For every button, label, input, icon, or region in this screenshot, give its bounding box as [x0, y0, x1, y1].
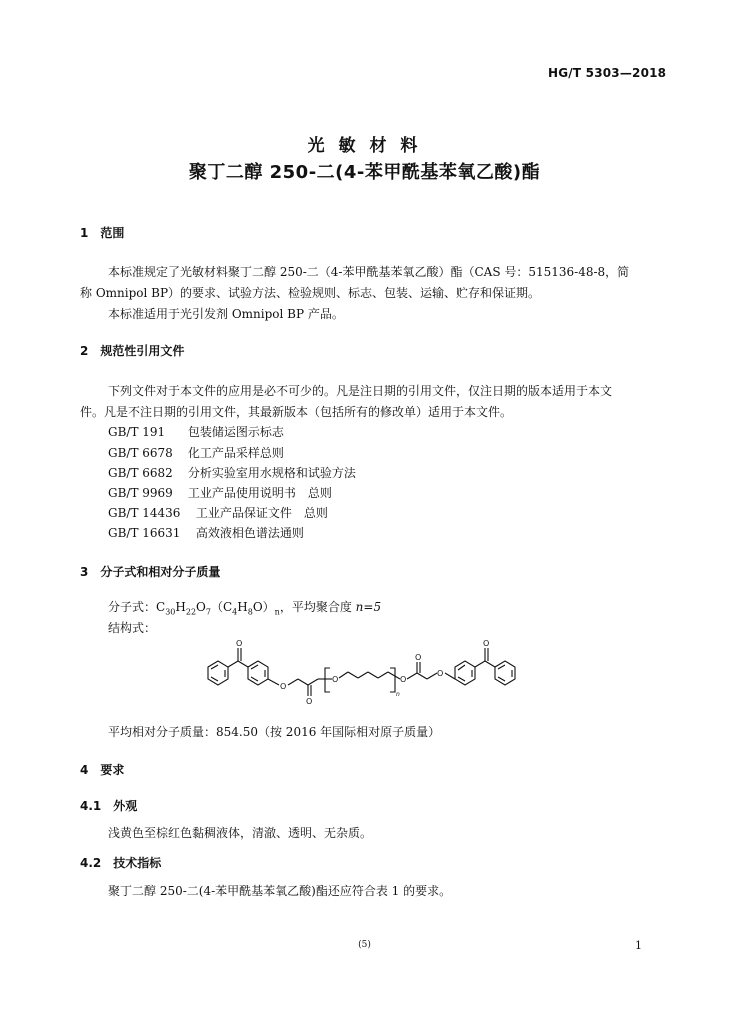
section-3-heading: 3 分子式和相对分子质量: [80, 565, 221, 579]
page-number: 1: [635, 939, 642, 952]
atom-oxygen: O: [415, 653, 422, 662]
atom-oxygen: O: [437, 669, 444, 678]
atom-oxygen: O: [332, 675, 339, 684]
atom-oxygen: O: [280, 682, 287, 691]
reference-code: GB/T 9969: [108, 486, 173, 500]
section-2-para-1a: 下列文件对于本文件的应用是必不可少的。凡是注日期的引用文件，仅注日期的版本适用于本文: [108, 384, 613, 398]
section-2-heading: 2 规范性引用文件: [80, 344, 185, 358]
section-4-1-heading: 4.1 外观: [80, 799, 138, 813]
atom-oxygen: O: [483, 639, 490, 648]
reference-item: [108, 423, 284, 440]
technical-indicators-text: 聚丁二醇 250-二(4-苯甲酰基苯氧乙酸)酯还应符合表 1 的要求。: [108, 884, 452, 898]
section-1-heading: 1 范围: [80, 226, 125, 240]
reference-item: [108, 484, 332, 501]
section-1-para-1b: 称 Omnipol BP）的要求、试验方法、检验规则、标志、包装、运输、贮存和保证期。: [80, 286, 541, 300]
formula-label: 分子式：: [108, 600, 157, 614]
standard-code: HG/T 5303—2018: [548, 66, 667, 80]
reference-code: GB/T 6678: [108, 446, 173, 460]
average-molecular-weight: 平均相对分子质量：854.50（按 2016 年国际相对原子质量）: [108, 725, 441, 739]
polymerization-degree: n=5: [355, 600, 382, 614]
reference-title: 化工产品采样总则: [187, 446, 284, 460]
section-4-2-heading: 4.2 技术指标: [80, 856, 162, 870]
reference-code: GB/T 6682: [108, 466, 173, 480]
section-1-para-2: 本标准适用于光引发剂 Omnipol BP 产品。: [108, 307, 344, 321]
section-4-heading: 4 要求: [80, 763, 125, 777]
atom-oxygen: O: [306, 697, 313, 706]
structure-label: 结构式：: [108, 621, 157, 635]
formula-expression: $C_{30}H_{22}O_7(C_4H_8O)_n$: [156, 600, 280, 617]
reference-title: 包装储运图示标志: [187, 425, 284, 439]
reference-code: GB/T 14436: [108, 506, 181, 520]
reference-item: [108, 504, 328, 521]
reference-title: 高效液相色谱法通则: [195, 526, 304, 540]
atom-oxygen: O: [400, 675, 407, 684]
section-1-para-1a: 本标准规定了光敏材料聚丁二醇 250-二（4-苯甲酰基苯氧乙酸）酯（CAS 号：515136-48-8，简: [108, 265, 630, 279]
reference-item: [108, 444, 284, 461]
reference-title: 工业产品使用说明书 总则: [187, 486, 332, 500]
title-line-2: 聚丁二醇 250-二(4-苯甲酰基苯氧乙酸)酯: [188, 162, 541, 183]
reference-title: 分析实验室用水规格和试验方法: [187, 466, 356, 480]
reference-title: 工业产品保证文件 总则: [195, 506, 328, 520]
page-mark: (5): [358, 940, 371, 950]
reference-item: [108, 464, 356, 481]
repeat-count-n: n: [396, 691, 400, 698]
structural-formula-diagram: [196, 634, 536, 710]
title-line-1: 光 敏 材 料: [307, 136, 422, 156]
reference-code: GB/T 191: [108, 425, 166, 439]
appearance-text: 浅黄色至棕红色黏稠液体，清澈、透明、无杂质。: [108, 826, 373, 840]
atom-oxygen: O: [236, 639, 243, 648]
formula-tail: ，平均聚合度: [279, 600, 352, 614]
section-2-para-1b: 件。凡是不注日期的引用文件，其最新版本（包括所有的修改单）适用于本文件。: [80, 405, 513, 419]
reference-code: GB/T 16631: [108, 526, 181, 540]
reference-item: [108, 524, 304, 541]
